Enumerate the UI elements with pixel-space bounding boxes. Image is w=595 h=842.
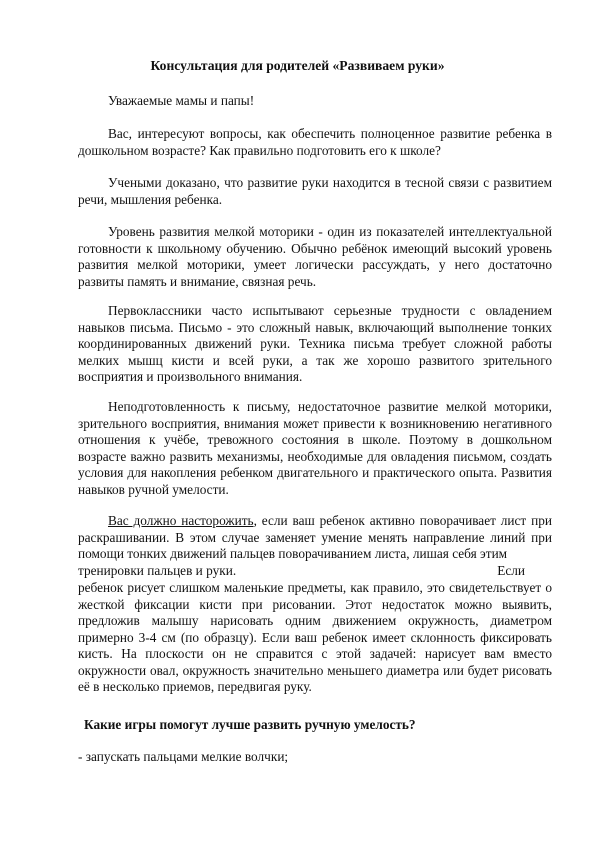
paragraph-6-text: , если ваш ребенок активно поворачивает лист при раскрашивании. В этом случае заменяет умение менять направление линий при помощи тонких движений пальцев поворачиванием листа, лишая себя этим [78, 513, 552, 561]
paragraph-6-last-line [78, 563, 552, 580]
paragraph-7: ребенок рисует слишком маленькие предметы, как правило, это свидетельствует о жесткой фиксации кисти при рисовании. Этот недостаток можно выявить, предложив малышу нарисовать одним движением окружность, диаметром примерно 3-4 см (по образцу). Если ваш ребенок имеет склонность фиксировать кисть. На плоскости он не справится с этой задачей: нарисует вам вместо окружности овал, окружность значительно меньшего диаметра или будет рисовать её в несколько приемов, передвигая руку. [78, 580, 552, 694]
paragraph-2: Учеными доказано, что развитие руки находится в тесной связи с развитием речи, мышления ребенка. [78, 175, 552, 207]
paragraph-6-underlined: Вас должно насторожить [108, 513, 254, 528]
paragraph-5: Неподготовленность к письму, недостаточное развитие мелкой моторики, зрительного восприятия, внимания может привести к возникновению негативного отношения к учёбе, тревожного состояния в школе. Поэтому в дошкольном возрасте важно развить механизмы, необходимые для овладения письмом, создать условия для накопления ребенком двигательного и практического опыта. Развития навыков ручной умелости. [78, 399, 552, 497]
paragraph-6-end-left: тренировки пальцев и руки. [78, 563, 237, 578]
section-question: Какие игры помогут лучше развить ручную умелость? [84, 717, 416, 732]
paragraph-3: Уровень развития мелкой моторики - один из показателей интеллектуальной готовности к школьному обучению. Обычно ребёнок имеющий высокий уровень развития мелкой моторики, умеет логически рассуждать, у него достаточно развиты память и внимание, связная речь. [78, 224, 552, 289]
paragraph-6-end-right: Если [497, 563, 525, 578]
greeting: Уважаемые мамы и папы! [108, 93, 255, 108]
list-item: - запускать пальцами мелкие волчки; [78, 749, 289, 764]
paragraph-4: Первоклассники часто испытывают серьезные трудности с овладением навыков письма. Письмо - это сложный навык, включающий выполнение тонких координированных движений руки. Техника письма требует сложной работы мелких мышц кисти и всей руки, а так же хорошо развитого зрительного восприятия и произвольного внимания. [78, 303, 552, 384]
paragraph-1: Вас, интересуют вопросы, как обеспечить полноценное развитие ребенка в дошкольном возрасте? Как правильно подготовить его к школе? [78, 126, 552, 158]
paragraph-6 [78, 513, 552, 563]
page-title: Консультация для родителей «Развиваем руки» [150, 58, 445, 73]
